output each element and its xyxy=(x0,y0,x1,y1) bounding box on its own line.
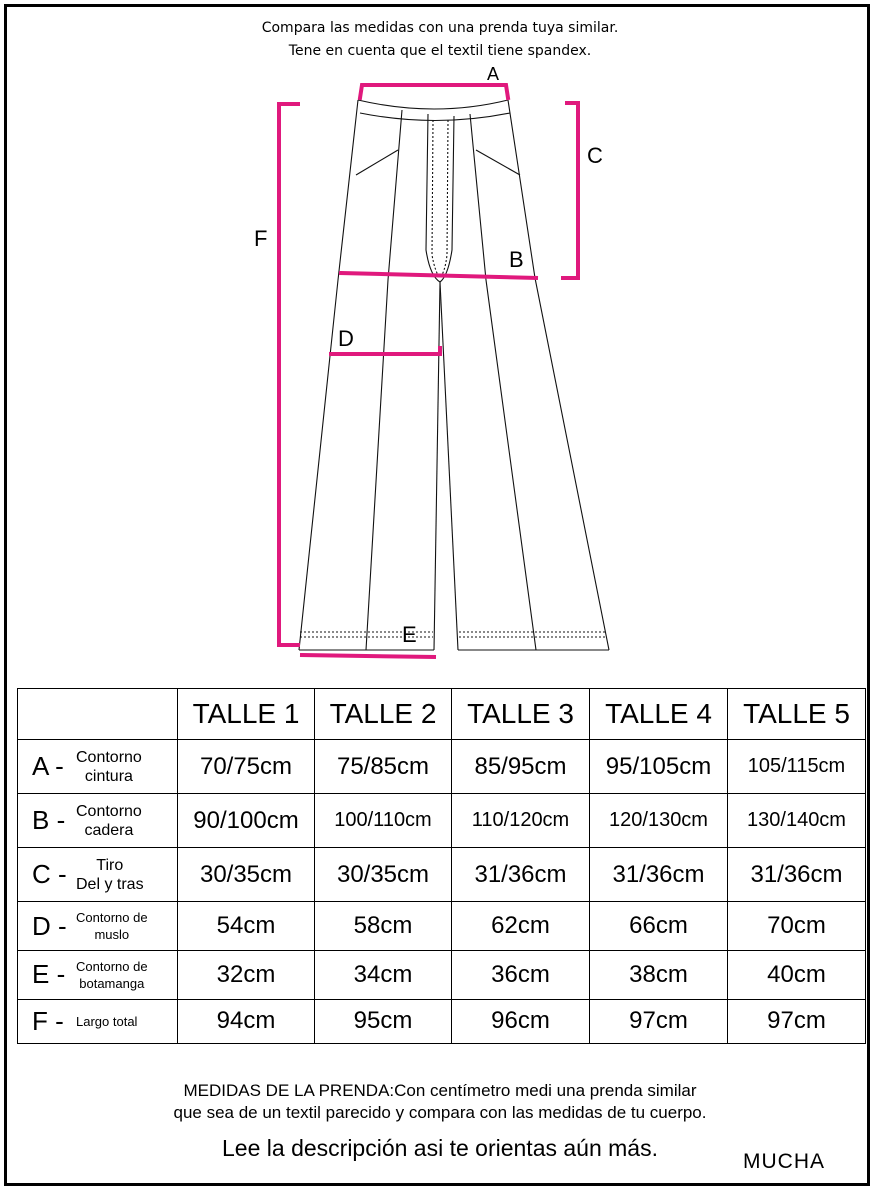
right-inseam xyxy=(440,282,458,650)
table-row-d xyxy=(18,902,866,951)
row-desc: Contorno de muslo xyxy=(76,910,148,943)
cell-value: 32cm xyxy=(178,950,315,999)
header-talle-5: TALLE 5 xyxy=(728,689,866,740)
cell-value: 34cm xyxy=(315,950,452,999)
table-row-a xyxy=(18,740,866,794)
footer-line-2: que sea de un textil parecido y compara con las medidas de tu cuerpo. xyxy=(173,1103,707,1122)
left-inseam xyxy=(434,282,440,650)
header-talle-2: TALLE 2 xyxy=(315,689,452,740)
measure-a-waist xyxy=(360,85,508,98)
cell-value: 66cm xyxy=(590,902,728,951)
fly-stitch-right xyxy=(440,120,448,278)
cell-value: 120/130cm xyxy=(590,794,728,848)
measure-c-rise xyxy=(563,103,578,278)
size-table xyxy=(17,688,866,1044)
left-outer-seam xyxy=(299,100,358,650)
waistband-top xyxy=(358,100,508,109)
cell-value: 94cm xyxy=(178,999,315,1043)
cell-value: 40cm xyxy=(728,950,866,999)
cell-value: 100/110cm xyxy=(315,794,452,848)
intro-line-2: Tene en cuenta que el textil tiene spandex. xyxy=(288,43,592,59)
measure-b-hip xyxy=(341,273,536,278)
cell-value: 97cm xyxy=(728,999,866,1043)
table-corner-cell xyxy=(18,689,178,740)
cell-value: 130/140cm xyxy=(728,794,866,848)
label-d: D xyxy=(338,326,354,351)
cell-value: 58cm xyxy=(315,902,452,951)
intro-line-1: Compara las medidas con una prenda tuya similar. xyxy=(261,20,619,36)
row-letter: C - xyxy=(32,859,67,890)
row-letter: D - xyxy=(32,910,67,941)
label-a: A xyxy=(487,64,500,84)
cell-value: 36cm xyxy=(452,950,590,999)
row-desc: Contorno cadera xyxy=(76,802,142,839)
pants-outline xyxy=(299,100,609,650)
row-head-a xyxy=(18,740,178,794)
cell-value: 110/120cm xyxy=(452,794,590,848)
row-head-d xyxy=(18,902,178,951)
fly-left xyxy=(426,114,440,282)
cell-value: 97cm xyxy=(590,999,728,1043)
table-row-b xyxy=(18,794,866,848)
measure-e-hem xyxy=(302,655,434,657)
left-pocket xyxy=(356,150,398,175)
row-head-b xyxy=(18,794,178,848)
label-c: C xyxy=(587,143,603,168)
cell-value: 38cm xyxy=(590,950,728,999)
row-letter: E - xyxy=(32,959,66,990)
cell-value: 95/105cm xyxy=(590,740,728,794)
waistband-bottom xyxy=(360,113,510,121)
footer-line-3: Lee la descripción asi te orientas aún más. xyxy=(222,1135,658,1161)
row-letter: A - xyxy=(32,751,64,782)
table-row-c xyxy=(18,848,866,902)
fly-stitch-left xyxy=(432,120,440,278)
label-b: B xyxy=(509,247,524,272)
cell-value: 96cm xyxy=(452,999,590,1043)
left-panel-seam xyxy=(366,110,402,650)
row-desc: Largo total xyxy=(76,1013,138,1029)
row-head-e xyxy=(18,950,178,999)
header-talle-4: TALLE 4 xyxy=(590,689,728,740)
table-row-e xyxy=(18,950,866,999)
cell-value: 30/35cm xyxy=(178,848,315,902)
row-desc: Tiro Del y tras xyxy=(76,856,144,893)
cell-value: 105/115cm xyxy=(728,740,866,794)
right-outer-seam xyxy=(508,100,609,650)
header-talle-1: TALLE 1 xyxy=(178,689,315,740)
measure-lines xyxy=(279,85,578,657)
cell-value: 70/75cm xyxy=(178,740,315,794)
brand-logo-text: MUCHA xyxy=(743,1150,825,1173)
measure-f-length xyxy=(279,104,298,645)
row-head-f xyxy=(18,999,178,1043)
cell-value: 54cm xyxy=(178,902,315,951)
right-panel-seam xyxy=(470,114,536,650)
cell-value: 31/36cm xyxy=(728,848,866,902)
row-desc: Contorno de botamanga xyxy=(76,958,148,991)
row-letter: B - xyxy=(32,805,66,836)
cell-value: 90/100cm xyxy=(178,794,315,848)
cell-value: 75/85cm xyxy=(315,740,452,794)
footer-line-1: MEDIDAS DE LA PRENDA:Con centímetro medi una prenda similar xyxy=(183,1081,697,1100)
table-header-row xyxy=(18,689,866,740)
cell-value: 30/35cm xyxy=(315,848,452,902)
cell-value: 31/36cm xyxy=(452,848,590,902)
row-head-c xyxy=(18,848,178,902)
right-pocket xyxy=(476,150,520,175)
header-talle-3: TALLE 3 xyxy=(452,689,590,740)
label-e: E xyxy=(402,622,417,647)
cell-value: 70cm xyxy=(728,902,866,951)
label-f: F xyxy=(254,226,268,251)
cell-value: 31/36cm xyxy=(590,848,728,902)
cell-value: 62cm xyxy=(452,902,590,951)
table-row-f xyxy=(18,999,866,1043)
row-desc: Contorno cintura xyxy=(76,748,142,785)
row-letter: F - xyxy=(32,1005,64,1036)
cell-value: 85/95cm xyxy=(452,740,590,794)
cell-value: 95cm xyxy=(315,999,452,1043)
